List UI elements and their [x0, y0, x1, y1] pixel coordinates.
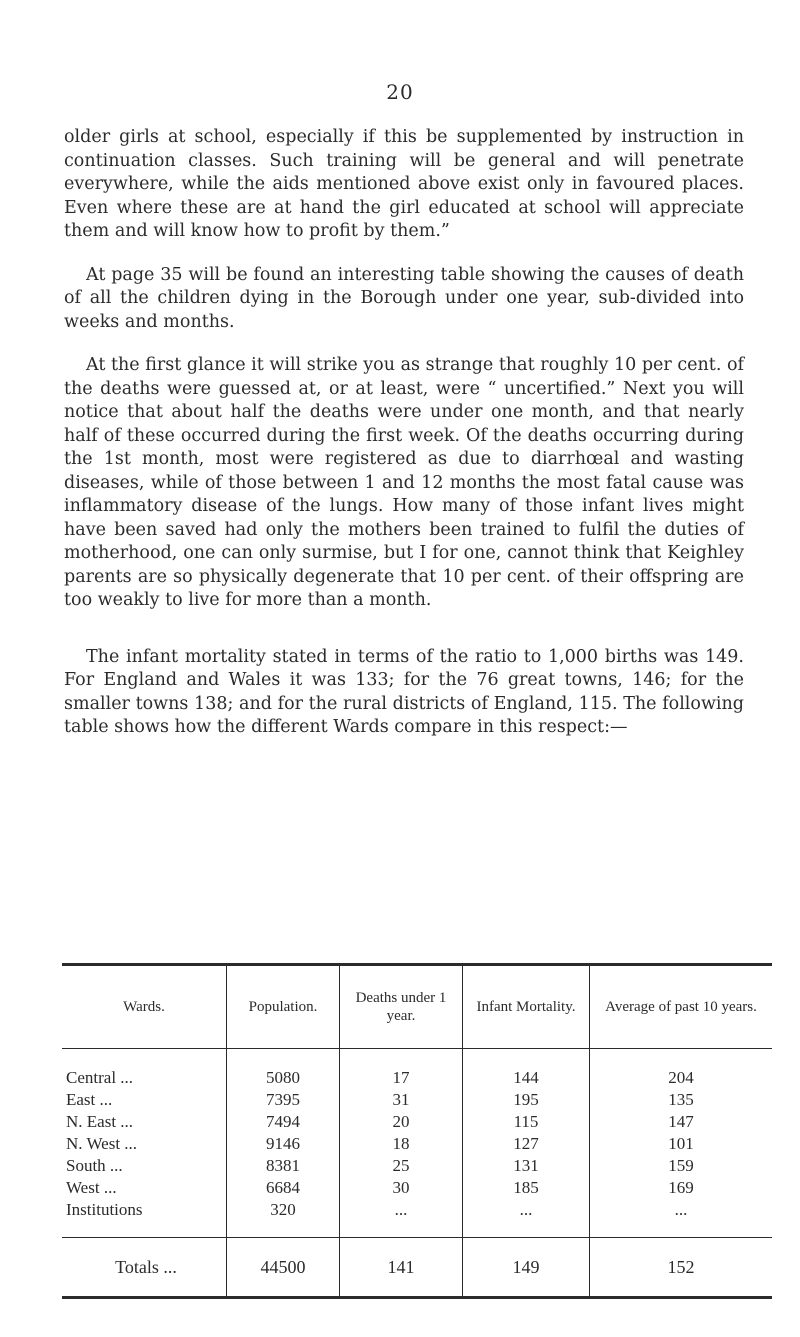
totals-average: 152: [590, 1238, 773, 1298]
table-row: [62, 1199, 772, 1238]
infant-mortality-cell: 127: [463, 1133, 590, 1155]
infant-mortality-cell: ...: [463, 1199, 590, 1238]
table-row: [62, 1111, 772, 1133]
deaths-cell: ...: [340, 1199, 463, 1238]
totals-infant-mortality: 149: [463, 1238, 590, 1298]
population-cell: 7395: [227, 1089, 340, 1111]
ward-name: N. West ...: [66, 1134, 138, 1153]
population-cell: 5080: [227, 1049, 340, 1090]
infant-mortality-cell: 195: [463, 1089, 590, 1111]
totals-deaths: 141: [340, 1238, 463, 1298]
average-cell: 159: [590, 1155, 773, 1177]
wards-table: [62, 963, 772, 1299]
average-cell: 204: [590, 1049, 773, 1090]
header-infant-mortality: Infant Mortality.: [463, 965, 590, 1049]
deaths-cell: 18: [340, 1133, 463, 1155]
table-header-row: [62, 965, 772, 1049]
ward-name: N. East ...: [66, 1112, 134, 1131]
header-population: Population.: [227, 965, 340, 1049]
ward-name: Institutions: [66, 1200, 143, 1219]
population-cell: 9146: [227, 1133, 340, 1155]
page-number: 20: [386, 80, 414, 104]
header-wards: Wards.: [62, 965, 227, 1049]
population-cell: 8381: [227, 1155, 340, 1177]
ward-name: East ...: [66, 1090, 113, 1109]
body-text: [64, 126, 744, 740]
ward-name: South ...: [66, 1156, 123, 1175]
average-cell: ...: [590, 1199, 773, 1238]
infant-mortality-cell: 131: [463, 1155, 590, 1177]
population-cell: 6684: [227, 1177, 340, 1199]
paragraph-continuation: older girls at school, especially if this be supplemented by instruction in continuation classes. Such training will be general and will penetrate everywhere, while the aids mentioned above exist only in favoured places. Even where these are at hand the girl educated at school will appreciate them and will know how to profit by them.”: [64, 127, 744, 241]
population-cell: 7494: [227, 1111, 340, 1133]
ward-name: Central ...: [66, 1068, 134, 1087]
deaths-cell: 30: [340, 1177, 463, 1199]
table-row: [62, 1155, 772, 1177]
table-row: [62, 1089, 772, 1111]
totals-population: 44500: [227, 1238, 340, 1298]
paragraph-causes-table: At page 35 will be found an interesting table showing the causes of death of all the children dying in the Borough under one year, sub-divided into weeks and months.: [64, 264, 744, 332]
table-row: [62, 1133, 772, 1155]
deaths-cell: 17: [340, 1049, 463, 1090]
table-row: [62, 1049, 772, 1090]
deaths-cell: 31: [340, 1089, 463, 1111]
table-row: [62, 1177, 772, 1199]
infant-mortality-cell: 115: [463, 1111, 590, 1133]
paragraph-analysis: At the first glance it will strike you as strange that roughly 10 per cent. of the deaths were guessed at, or at least, were “ uncertified.” Next you will notice that about half the deaths were under one month, and that nearly half of these occurred during the first week. Of the deaths occurring during the 1st month, most were registered as due to diarrhœal and wasting diseases, while of those between 1 and 12 months the most fatal cause was inflammatory disease of the lungs. How many of those infant lives might have been saved had only the mothers been trained to fulfil the duties of motherhood, one can only surmise, but I for one, cannot think that Keighley parents are so physically degenerate that 10 per cent. of their offspring are too weakly to live for more than a month.: [64, 355, 744, 610]
population-cell: 320: [227, 1199, 340, 1238]
totals-label: Totals ...: [62, 1238, 227, 1298]
deaths-cell: 20: [340, 1111, 463, 1133]
average-cell: 135: [590, 1089, 773, 1111]
average-cell: 147: [590, 1111, 773, 1133]
average-cell: 101: [590, 1133, 773, 1155]
paragraph-infant-mortality: The infant mortality stated in terms of the ratio to 1,000 births was 149. For England and Wales it was 133; for the 76 great towns, 146; for the smaller towns 138; and for the rural districts of England, 115. The following table shows how the different Wards compare in this respect:—: [64, 646, 744, 737]
deaths-cell: 25: [340, 1155, 463, 1177]
totals-row: [62, 1238, 772, 1298]
header-average: Average of past 10 years.: [590, 965, 773, 1049]
ward-name: West ...: [66, 1178, 117, 1197]
average-cell: 169: [590, 1177, 773, 1199]
infant-mortality-cell: 185: [463, 1177, 590, 1199]
header-deaths: Deaths under 1 year.: [340, 965, 463, 1049]
infant-mortality-cell: 144: [463, 1049, 590, 1090]
